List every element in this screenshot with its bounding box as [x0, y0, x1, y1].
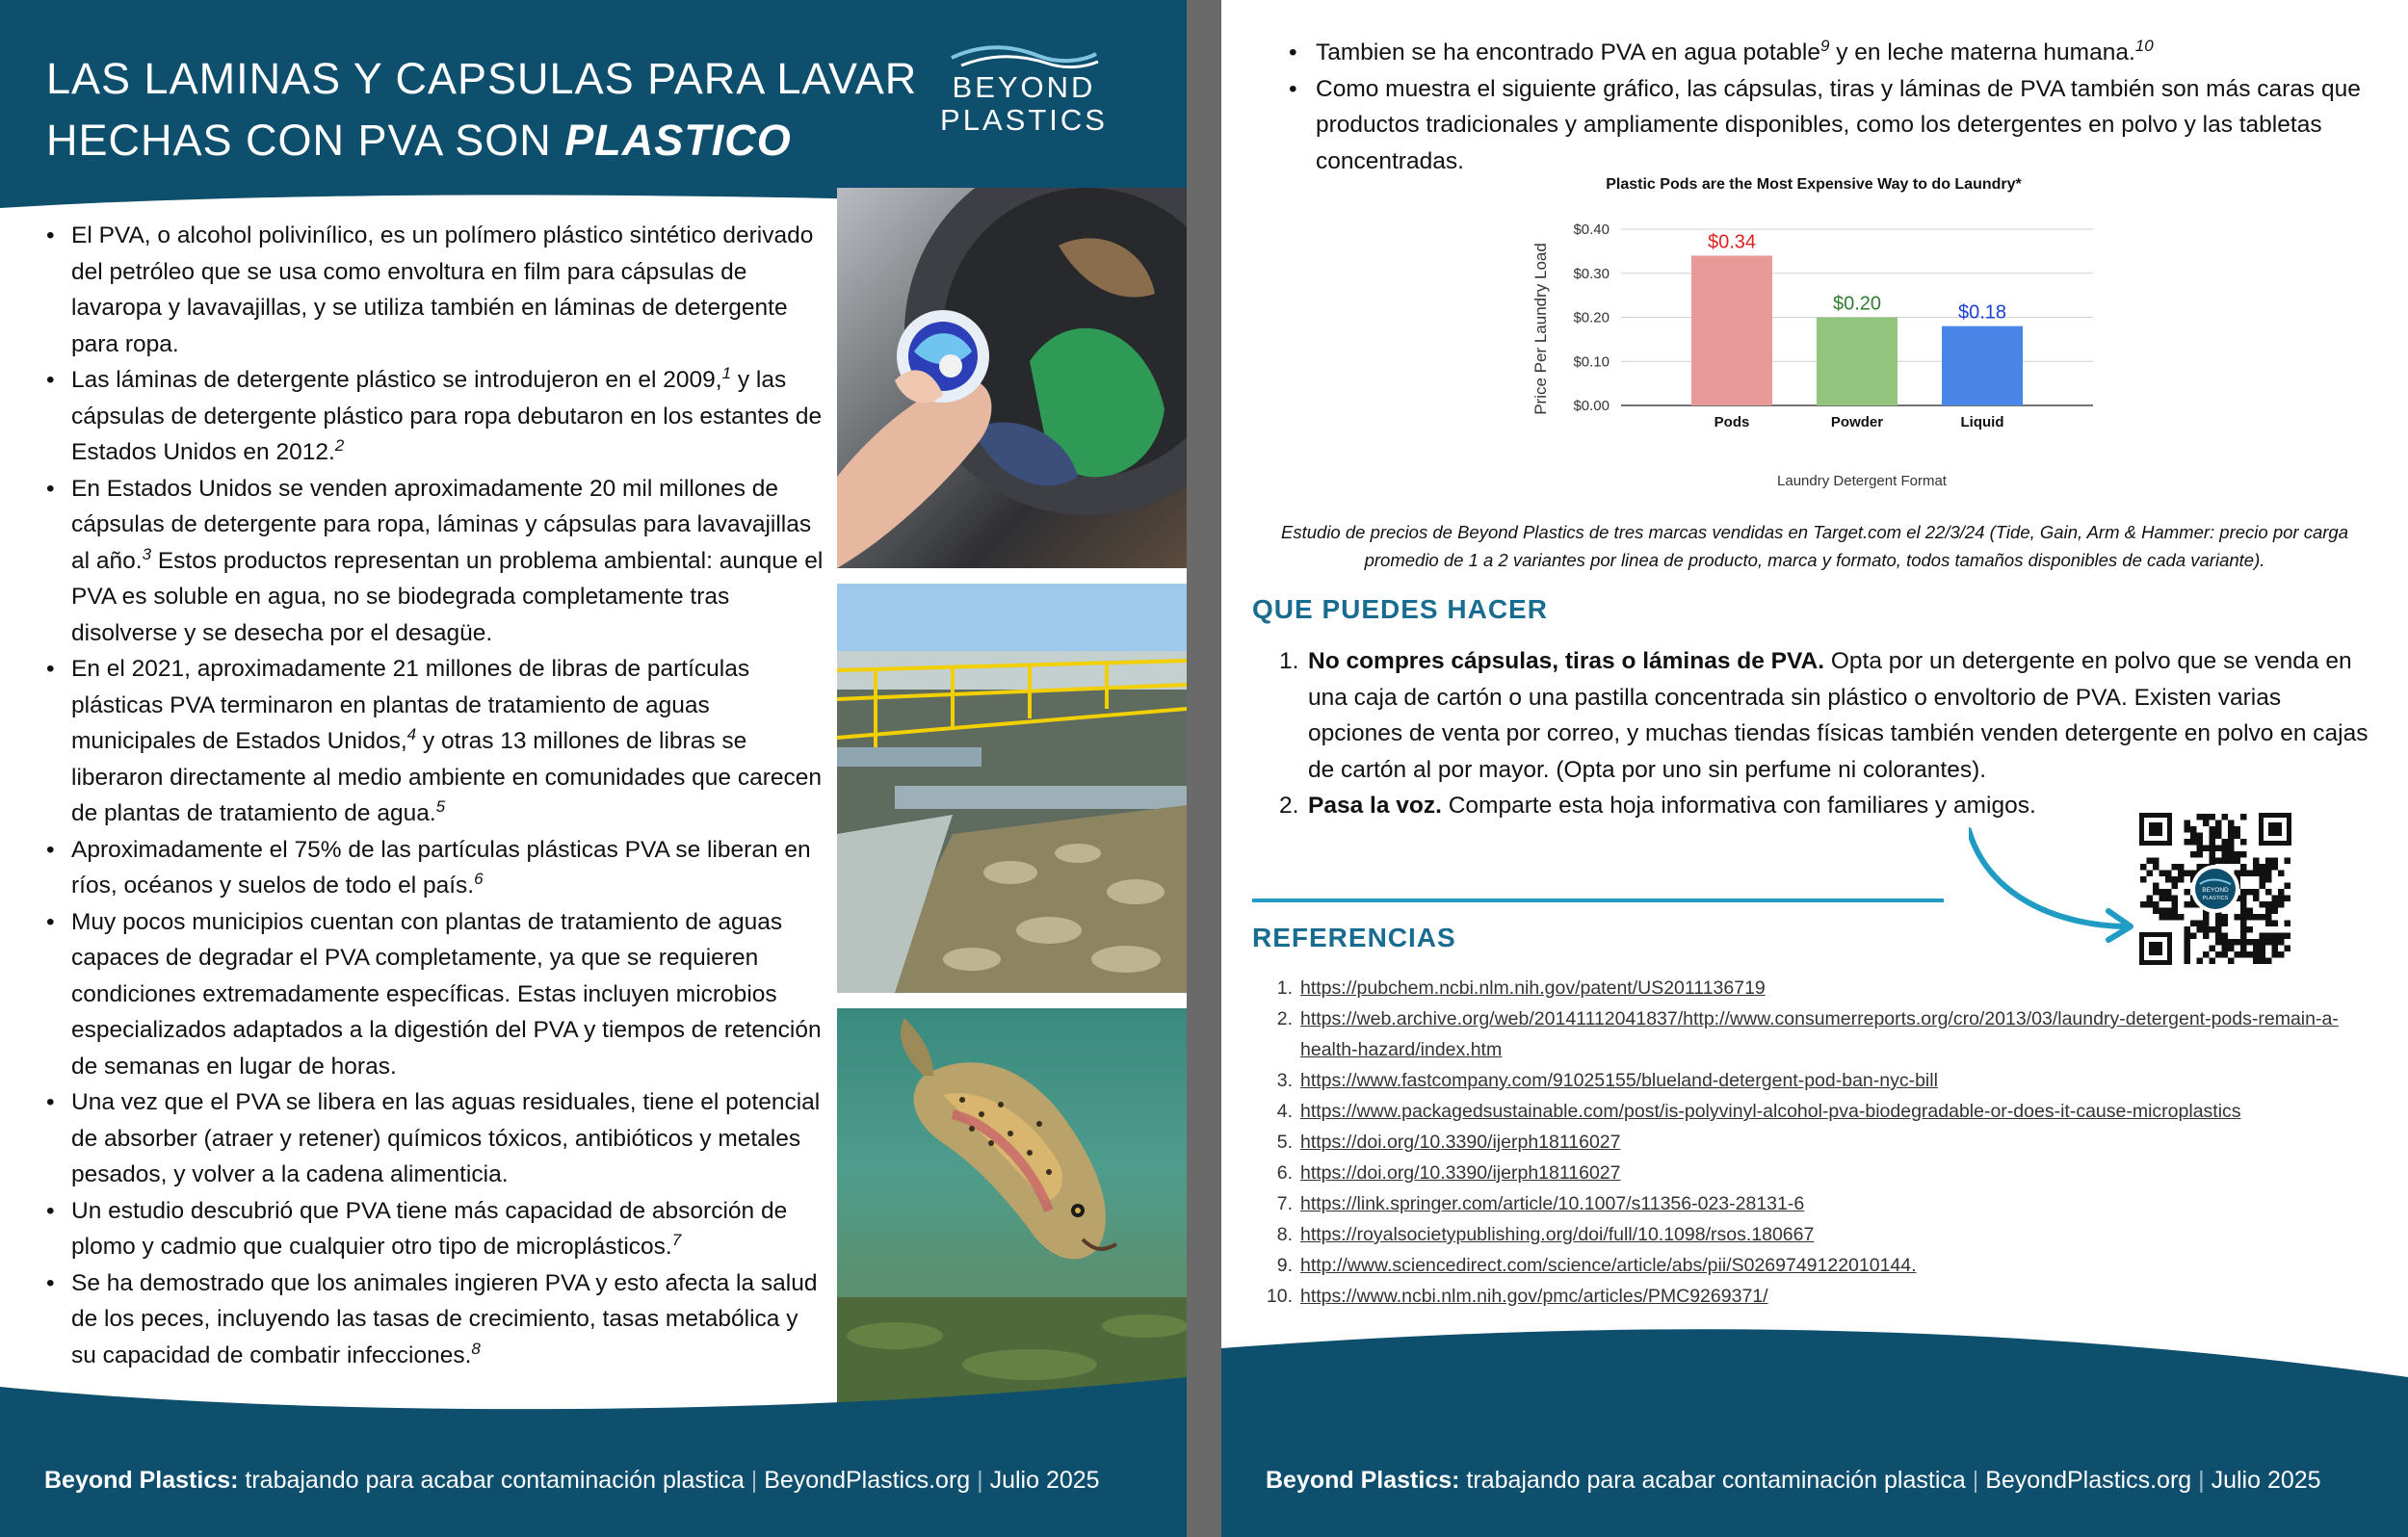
qr-module	[2197, 958, 2204, 965]
qr-module	[2159, 908, 2166, 915]
qr-module	[2260, 946, 2266, 952]
qr-module	[2253, 864, 2260, 871]
qr-module	[2272, 946, 2279, 952]
qr-module	[2203, 914, 2210, 921]
qr-module	[2203, 846, 2210, 852]
reference-item: 1. https://pubchem.ncbi.nlm.nih.gov/patent/US2011136719	[1276, 977, 1766, 999]
reference-link[interactable]: http://www.sciencedirect.com/science/article/abs/pii/S0269749122010144.	[1300, 1255, 1917, 1276]
reference-item: 6. https://doi.org/10.3390/ijerph18116027	[1276, 1162, 1621, 1184]
qr-module	[2140, 901, 2147, 908]
qr-module	[2197, 921, 2204, 927]
qr-module	[2265, 908, 2272, 915]
qr-module	[2247, 889, 2254, 896]
bar-powder	[1817, 318, 1898, 406]
page-title	[46, 48, 917, 171]
beyond-plastics-logo	[932, 44, 1115, 150]
qr-module	[2260, 914, 2266, 921]
qr-module	[2247, 914, 2254, 921]
qr-module	[2240, 939, 2247, 946]
qr-module	[2215, 951, 2222, 958]
chart-title: Plastic Pods are the Most Expensive Way to do Laundry*	[1606, 176, 2022, 193]
reference-link[interactable]: https://link.springer.com/article/10.1007/s11356-023-28131-6	[1300, 1193, 1805, 1214]
qr-module	[2235, 939, 2241, 946]
qr-module	[2185, 889, 2191, 896]
logo-text-beyond: BEYOND	[952, 70, 1096, 104]
qr-module	[2222, 846, 2229, 852]
qr-module	[2240, 871, 2247, 877]
qr-module	[2272, 939, 2279, 946]
footer-text: Beyond Plastics: trabajando para acabar contaminación plastica | BeyondPlastics.org | Julio 2025	[1266, 1467, 2321, 1494]
qr-module	[2240, 814, 2247, 821]
qr-module	[2197, 846, 2204, 852]
reference-link[interactable]: https://doi.org/10.3390/ijerph18116027	[1300, 1132, 1621, 1153]
reference-link[interactable]: https://www.packagedsustainable.com/post/is-polyvinyl-alcohol-pva-biodegradable-or-does-it-cause-microplastics	[1300, 1101, 2241, 1122]
qr-module	[2197, 926, 2204, 933]
qr-module	[2253, 896, 2260, 902]
qr-module	[2240, 951, 2247, 958]
x-axis-label: Laundry Detergent Format	[1777, 473, 1947, 489]
qr-module	[2253, 958, 2260, 965]
qr-module	[2185, 871, 2191, 877]
qr-module	[2165, 876, 2172, 883]
qr-module	[2253, 946, 2260, 952]
qr-module	[2228, 821, 2235, 827]
qr-module	[2185, 958, 2191, 965]
qr-module	[2172, 896, 2179, 902]
qr-module	[2228, 958, 2235, 965]
qr-module	[2165, 914, 2172, 921]
qr-module	[2265, 858, 2272, 865]
section-divider	[1252, 899, 1944, 902]
references-heading: REFERENCIAS	[1252, 923, 1456, 952]
photo-treatment-plant	[837, 584, 1187, 993]
qr-module	[2185, 839, 2191, 846]
list-item: • Se ha demostrado que los animales ingieren PVA y esto afecta la salud de los peces, incluyendo las tasas de crecimiento, tasas metabólica y su capacidad de combatir infecciones.$^8$	[42, 1265, 824, 1374]
x-tick-label: Liquid	[1960, 414, 2004, 430]
title-emphasis: PLASTICO	[564, 116, 792, 165]
qr-logo-text-2: PLASTICS	[2202, 896, 2229, 901]
qr-module	[2140, 876, 2147, 883]
qr-module	[2210, 858, 2216, 865]
qr-module	[2240, 946, 2247, 952]
photo-laundry-pod	[837, 188, 1187, 568]
treatment-plant-image	[837, 584, 1187, 993]
qr-module	[2185, 821, 2191, 827]
qr-module	[2278, 889, 2285, 896]
qr-module	[2215, 846, 2222, 852]
qr-module	[2260, 864, 2266, 871]
qr-module	[2215, 926, 2222, 933]
qr-module	[2272, 921, 2279, 927]
qr-module	[2165, 908, 2172, 915]
qr-module	[2203, 814, 2210, 821]
qr-module	[2185, 826, 2191, 833]
qr-module	[2272, 901, 2279, 908]
reference-item: 8. https://royalsocietypublishing.org/doi/full/10.1098/rsos.180667	[1276, 1224, 1815, 1245]
qr-module	[2272, 864, 2279, 871]
qr-module	[2185, 926, 2191, 933]
qr-module	[2185, 939, 2191, 946]
qr-module	[2153, 883, 2159, 890]
qr-module	[2210, 814, 2216, 821]
qr-module	[2253, 858, 2260, 865]
qr-module	[2260, 883, 2266, 890]
qr-module	[2260, 901, 2266, 908]
qr-module	[2153, 889, 2159, 896]
qr-module	[2247, 871, 2254, 877]
qr-module	[2172, 908, 2179, 915]
qr-logo-text-1: BEYOND	[2202, 887, 2229, 894]
action-item: 2. Pasa la voz. Comparte esta hoja informativa con familiares y amigos.	[1279, 793, 2036, 819]
list-item: • En el 2021, aproximadamente 21 millones de libras de partículas plásticas PVA terminaron en plantas de tratamiento de aguas municipales de Estados Unidos,$^4$ y otras 13 millones de libras se liberaron directamente al medio ambiente en comunidades que carecen de plantas de tratamiento de agua.$^5$	[42, 651, 824, 832]
reference-item: 5. https://doi.org/10.3390/ijerph18116027	[1276, 1132, 1621, 1153]
what-you-can-do-heading: QUE PUEDES HACER	[1252, 594, 1548, 624]
qr-module	[2272, 933, 2279, 940]
wave-logo-icon	[942, 44, 1106, 71]
qr-module	[2172, 876, 2179, 883]
qr-module	[2247, 939, 2254, 946]
qr-module	[2222, 814, 2229, 821]
qr-module	[2240, 926, 2247, 933]
qr-module	[2172, 901, 2179, 908]
qr-module	[2210, 946, 2216, 952]
qr-module	[2260, 958, 2266, 965]
qr-module	[2210, 826, 2216, 833]
qr-module	[2172, 914, 2179, 921]
fact-list-continued	[1287, 35, 2375, 179]
footer-site: BeyondPlastics.org	[764, 1467, 971, 1494]
qr-module	[2247, 951, 2254, 958]
qr-module	[2185, 946, 2191, 952]
qr-module	[2215, 858, 2222, 865]
qr-module	[2265, 958, 2272, 965]
qr-module	[2240, 864, 2247, 871]
qr-module	[2278, 933, 2285, 940]
footnote-ref: 3	[142, 544, 152, 563]
footer-band	[1221, 1319, 2408, 1537]
qr-module	[2228, 833, 2235, 840]
qr-module	[2240, 851, 2247, 858]
qr-module	[2260, 933, 2266, 940]
bar-value-label: $0.20	[1832, 293, 1882, 315]
qr-module	[2272, 908, 2279, 915]
qr-module	[2178, 871, 2185, 877]
qr-module	[2210, 839, 2216, 846]
qr-module	[2260, 951, 2266, 958]
qr-module	[2153, 908, 2159, 915]
reference-item: 4. https://www.packagedsustainable.com/post/is-polyvinyl-alcohol-pva-biodegradable-or-does-it-cause-microplastics	[1276, 1101, 2241, 1122]
qr-module	[2253, 889, 2260, 896]
qr-module	[2159, 914, 2166, 921]
qr-module	[2153, 901, 2159, 908]
qr-module	[2253, 871, 2260, 877]
footnote-ref: 9	[1819, 36, 1830, 55]
footnote-ref: 6	[474, 869, 484, 888]
qr-module	[2278, 871, 2285, 877]
qr-module	[2178, 914, 2185, 921]
list-item: • Como muestra el siguiente gráfico, las cápsulas, tiras y láminas de PVA también son más caras que productos tradicionales y ampliamente disponibles, como los detergentes en polvo y las tabletas concentradas.	[1287, 71, 2375, 180]
qr-module	[2203, 926, 2210, 933]
y-tick-label: $0.40	[1573, 221, 1610, 238]
list-item: • Las láminas de detergente plástico se introdujeron en el 2009,$^1$ y las cápsulas de detergente plástico para ropa debutaron en los estantes de Estados Unidos en 2012.$^2$	[42, 362, 824, 471]
y-axis-label: Price Per Laundry Load	[1531, 243, 1550, 415]
qr-module	[2153, 864, 2159, 871]
footer-site: BeyondPlastics.org	[1985, 1467, 2192, 1494]
photo-trout	[837, 1008, 1187, 1408]
qr-module	[2190, 826, 2197, 833]
footnote-ref: 4	[406, 724, 417, 743]
qr-module	[2272, 951, 2279, 958]
footer-date: Julio 2025	[989, 1467, 1100, 1494]
footnote-ref: 10	[2134, 36, 2154, 55]
qr-module	[2222, 921, 2229, 927]
qr-module	[2210, 926, 2216, 933]
footnote-ref: 5	[435, 796, 446, 816]
qr-module	[2240, 901, 2247, 908]
qr-module	[2165, 871, 2172, 877]
footnote-ref: 2	[334, 435, 345, 455]
bar-value-label: $0.34	[1707, 231, 1757, 253]
qr-module	[2228, 851, 2235, 858]
qr-module	[2178, 864, 2185, 871]
list-item: • Muy pocos municipios cuentan con plantas de tratamiento de aguas capaces de degradar el PVA completamente, ya que se requieren condiciones extremadamente específicas. Estas incluyen microbios especializados adaptados a la digestión del PVA y tiempos de retención de semanas en lugar de horas.	[42, 904, 824, 1085]
qr-module	[2265, 939, 2272, 946]
price-chart	[1515, 169, 2112, 507]
list-item: • El PVA, o alcohol polivinílico, es un polímero plástico sintético derivado del petróleo que se usa como envoltura en film para cápsulas de lavaropa y lavavajillas, y se utiliza también en láminas de detergente para ropa.	[42, 218, 824, 362]
list-item: • Un estudio descubrió que PVA tiene más capacidad de absorción de plomo y cadmio que cualquier otro tipo de microplásticos.$^7$	[42, 1193, 824, 1265]
qr-module	[2222, 858, 2229, 865]
qr-module	[2240, 921, 2247, 927]
title-line-1: LAS LAMINAS Y CAPSULAS PARA LAVAR	[46, 54, 918, 103]
footnote-ref: 7	[671, 1230, 682, 1249]
qr-module	[2278, 951, 2285, 958]
footnote-ref: 1	[721, 363, 732, 382]
qr-code[interactable]	[2137, 811, 2293, 967]
bar-pods	[1691, 255, 1772, 405]
qr-module	[2215, 939, 2222, 946]
qr-module	[2222, 939, 2229, 946]
reference-link[interactable]: https://web.archive.org/web/20141112041837/http://www.consumerreports.org/cro/2013/03/laundry-detergent-pods-remain-a-health-hazard/index.htm	[1300, 1008, 2339, 1060]
qr-module	[2165, 889, 2172, 896]
footer-text: Beyond Plastics: trabajando para acabar contaminación plastica | BeyondPlastics.org | Julio 2025	[44, 1467, 1100, 1494]
footer-band	[0, 1377, 1187, 1537]
qr-module	[2159, 896, 2166, 902]
qr-module	[2228, 946, 2235, 952]
qr-module	[2222, 851, 2229, 858]
qr-module	[2190, 921, 2197, 927]
qr-module	[2147, 896, 2154, 902]
qr-module	[2197, 851, 2204, 858]
qr-module	[2285, 933, 2291, 940]
reference-item: 10. https://www.ncbi.nlm.nih.gov/pmc/articles/PMC9269371/	[1266, 1286, 1768, 1307]
right-page	[1221, 0, 2408, 1537]
qr-module	[2253, 914, 2260, 921]
qr-module	[2215, 833, 2222, 840]
list-item: • Tambien se ha encontrado PVA en agua potable$^9$ y en leche materna humana.$^{10}$	[1287, 35, 2375, 71]
qr-module	[2228, 826, 2235, 833]
qr-module	[2247, 908, 2254, 915]
qr-module	[2228, 846, 2235, 852]
action-list	[1268, 643, 2375, 824]
qr-module	[2165, 896, 2172, 902]
qr-module	[2265, 864, 2272, 871]
qr-module	[2285, 858, 2291, 865]
reference-link[interactable]: https://doi.org/10.3390/ijerph18116027	[1300, 1162, 1621, 1184]
qr-module	[2222, 839, 2229, 846]
qr-module	[2228, 839, 2235, 846]
qr-module	[2265, 876, 2272, 883]
chart-caption: Estudio de precios de Beyond Plastics de tres marcas vendidas en Target.com el 22/3/24 (Tide, Gain, Arm & Hammer: precio por carga promedio de 1 a 2 variantes por linea de producto, marca y formato, todos tamaños disponibles de cada variante).	[1281, 522, 2348, 570]
qr-module	[2185, 901, 2191, 908]
qr-module	[2197, 814, 2204, 821]
qr-module	[2285, 883, 2291, 890]
qr-module	[2222, 946, 2229, 952]
list-item: • En Estados Unidos se venden aproximadamente 20 mil millones de cápsulas de detergente para ropa, láminas y cápsulas para lavavajillas al año.$^3$ Estos productos representan un problema ambiental: aunque el PVA es soluble en agua, no se biodegrada completamente tras disolverse y se desecha por el desagüe.	[42, 471, 824, 652]
qr-module	[2222, 951, 2229, 958]
qr-module	[2215, 821, 2222, 827]
qr-module	[2147, 871, 2154, 877]
reference-link[interactable]: https://www.ncbi.nlm.nih.gov/pmc/articles/PMC9269371/	[1300, 1286, 1768, 1307]
y-tick-label: $0.30	[1573, 265, 1610, 282]
qr-module	[2253, 939, 2260, 946]
qr-module	[2190, 833, 2197, 840]
qr-module	[2240, 933, 2247, 940]
qr-module	[2215, 914, 2222, 921]
reference-item: 9. http://www.sciencedirect.com/science/article/abs/pii/S0269749122010144.	[1276, 1255, 1917, 1276]
qr-module	[2222, 933, 2229, 940]
y-tick-label: $0.00	[1573, 398, 1610, 414]
logo-text-plastics: PLASTICS	[940, 103, 1108, 137]
qr-module	[2235, 951, 2241, 958]
footer-date: Julio 2025	[2211, 1467, 2321, 1494]
list-item: • Aproximadamente el 75% de las partículas plásticas PVA se liberan en ríos, océanos y suelos de todo el país.$^6$	[42, 832, 824, 904]
qr-module	[2185, 933, 2191, 940]
x-tick-label: Powder	[1830, 414, 1884, 430]
qr-module	[2247, 926, 2254, 933]
qr-module	[2272, 858, 2279, 865]
footer-wave	[1221, 1319, 2408, 1537]
qr-module	[2159, 871, 2166, 877]
qr-module	[2147, 858, 2154, 865]
qr-module	[2278, 896, 2285, 902]
qr-module	[2235, 858, 2241, 865]
qr-module	[2235, 833, 2241, 840]
qr-module	[2210, 846, 2216, 852]
qr-module	[2265, 933, 2272, 940]
qr-module	[2197, 839, 2204, 846]
qr-module	[2210, 958, 2216, 965]
qr-module	[2240, 914, 2247, 921]
qr-module	[2253, 951, 2260, 958]
qr-module	[2185, 951, 2191, 958]
qr-module	[2240, 896, 2247, 902]
qr-module	[2228, 939, 2235, 946]
qr-module	[2203, 933, 2210, 940]
reference-link[interactable]: https://royalsocietypublishing.org/doi/full/10.1098/rsos.180667	[1300, 1224, 1815, 1245]
qr-module	[2265, 921, 2272, 927]
qr-module	[2222, 914, 2229, 921]
left-page	[0, 0, 1187, 1537]
x-tick-label: Pods	[1714, 414, 1750, 430]
qr-module	[2278, 939, 2285, 946]
qr-module	[2265, 901, 2272, 908]
y-tick-label: $0.20	[1573, 309, 1610, 326]
fact-list	[42, 218, 824, 1373]
qr-module	[2260, 871, 2266, 877]
footnote-ref: 8	[471, 1339, 481, 1358]
qr-module	[2265, 914, 2272, 921]
list-item: • Una vez que el PVA se libera en las aguas residuales, tiene el potencial de absorber (atraer y retener) químicos tóxicos, antibióticos y metales pesados, y volver a la cadena alimenticia.	[42, 1084, 824, 1193]
qr-module	[2215, 921, 2222, 927]
qr-module	[2235, 851, 2241, 858]
qr-module	[2228, 858, 2235, 865]
bar-value-label: $0.18	[1957, 301, 2007, 324]
reference-link[interactable]: https://pubchem.ncbi.nlm.nih.gov/patent/US2011136719	[1300, 977, 1766, 999]
laundry-pod-image	[837, 188, 1187, 568]
qr-module	[2215, 933, 2222, 940]
qr-module	[2210, 851, 2216, 858]
qr-module	[2235, 914, 2241, 921]
qr-module	[2178, 876, 2185, 883]
qr-module	[2203, 921, 2210, 927]
qr-module	[2285, 896, 2291, 902]
qr-module	[2265, 889, 2272, 896]
reference-item: 7. https://link.springer.com/article/10.1007/s11356-023-28131-6	[1276, 1193, 1805, 1214]
qr-module	[2272, 896, 2279, 902]
qr-module	[2285, 921, 2291, 927]
qr-module	[2278, 901, 2285, 908]
qr-module	[2197, 833, 2204, 840]
qr-module	[2203, 951, 2210, 958]
reference-link[interactable]: https://www.fastcompany.com/91025155/blueland-detergent-pod-ban-nyc-bill	[1300, 1070, 1938, 1091]
y-tick-label: $0.10	[1573, 353, 1610, 371]
qr-module	[2190, 851, 2197, 858]
qr-module	[2153, 858, 2159, 865]
qr-module	[2215, 826, 2222, 833]
trout-image	[837, 1008, 1187, 1408]
footer-wave	[0, 1377, 1187, 1537]
qr-module	[2260, 876, 2266, 883]
qr-module	[2260, 939, 2266, 946]
title-line-2: HECHAS CON PVA SON PLASTICO	[46, 116, 792, 165]
reference-item: 3. https://www.fastcompany.com/91025155/blueland-detergent-pod-ban-nyc-bill	[1276, 1070, 1938, 1091]
action-item: 1. No compres cápsulas, tiras o láminas de PVA. Opta por un detergente en polvo que se venda en una caja de cartón o una pastilla concentrada sin plástico o envoltorio de PVA. Existen varias opciones de venta por correo, y muchas tiendas físicas también venden detergente en polvo en cajas de cartón al por mayor. (Opta por uno sin perfume ni colorantes).	[1279, 648, 2369, 783]
reference-item: 2. https://web.archive.org/web/20141112041837/http://www.consumerreports.org/cro/2013/03/laundry-detergent-pods-remain-a-health-hazard/index.htm	[1276, 1008, 2339, 1060]
bar-liquid	[1942, 326, 2023, 405]
reference-list	[1260, 973, 2387, 1312]
qr-module	[2159, 889, 2166, 896]
qr-module	[2210, 833, 2216, 840]
qr-module	[2265, 871, 2272, 877]
qr-module	[2203, 821, 2210, 827]
qr-module	[2190, 839, 2197, 846]
qr-module	[2235, 826, 2241, 833]
qr-module	[2240, 889, 2247, 896]
qr-module	[2140, 864, 2147, 871]
qr-module	[2172, 864, 2179, 871]
qr-module	[2240, 839, 2247, 846]
qr-module	[2190, 933, 2197, 940]
qr-module	[2147, 901, 2154, 908]
qr-module	[2285, 946, 2291, 952]
qr-module	[2240, 908, 2247, 915]
qr-module	[2172, 883, 2179, 890]
